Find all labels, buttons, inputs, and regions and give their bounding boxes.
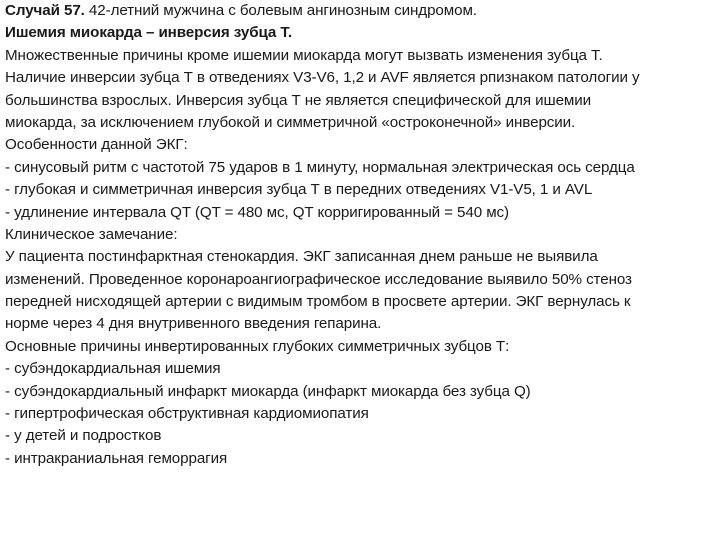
list-item: - глубокая и симметричная инверсия зубца Т в передних отведениях V1-V5, 1 и AVL — [5, 181, 593, 199]
ecg-features-heading: Особенности данной ЭКГ: — [5, 136, 188, 154]
text-line: У пациента постинфарктная стенокардия. ЭКГ записанная днем раньше не выявила — [5, 248, 598, 266]
list-item: - гипертрофическая обструктивная кардиомиопатия — [5, 405, 369, 423]
clinical-note-heading: Клиническое замечание: — [5, 225, 178, 243]
list-item: - субэндокардиальный инфаркт миокарда (инфаркт миокарда без зубца Q) — [5, 382, 531, 400]
text-line: изменений. Проведенное коронароангиографическое исследование выявило 50% стеноз — [5, 270, 632, 288]
text-line: Множественные причины кроме ишемии миокарда могут вызвать изменения зубца Т. — [5, 46, 603, 64]
body-text — [5, 45, 717, 470]
document-page — [5, 0, 717, 470]
list-item: - удлинение интервала QT (QT = 480 мс, QT корригированный = 540 мс) — [5, 203, 509, 221]
section-heading: Ишемия миокарда – инверсия зубца Т. — [5, 24, 292, 42]
case-description: 42-летний мужчина с болевым ангинозным синдромом. — [84, 2, 477, 19]
text-line: передней нисходящей артерии с видимым тромбом в просвете артерии. ЭКГ вернулась к — [5, 293, 631, 311]
case-title-line — [5, 0, 717, 22]
list-item: - синусовый ритм с частотой 75 ударов в 1 минуту, нормальная электрическая ось сердца — [5, 158, 635, 176]
list-item: - интракраниальная геморрагия — [5, 449, 228, 467]
text-line: большинства взрослых. Инверсия зубца Т не является специфической для ишемии — [5, 91, 592, 109]
case-label: Случай 57. — [5, 2, 85, 19]
causes-heading: Основные причины инвертированных глубоких симметричных зубцов Т: — [5, 337, 510, 355]
list-item: - субэндокардиальная ишемия — [5, 360, 221, 378]
text-line: миокарда, за исключением глубокой и симметричной «остроконечной» инверсии. — [5, 113, 576, 131]
list-item: - у детей и подростков — [5, 427, 162, 445]
text-line: Наличие инверсии зубца Т в отведениях V3-V6, 1,2 и AVF является рпизнаком патологии у — [5, 69, 640, 87]
text-line: норме через 4 дня внутривенного введения гепарина. — [5, 315, 382, 333]
